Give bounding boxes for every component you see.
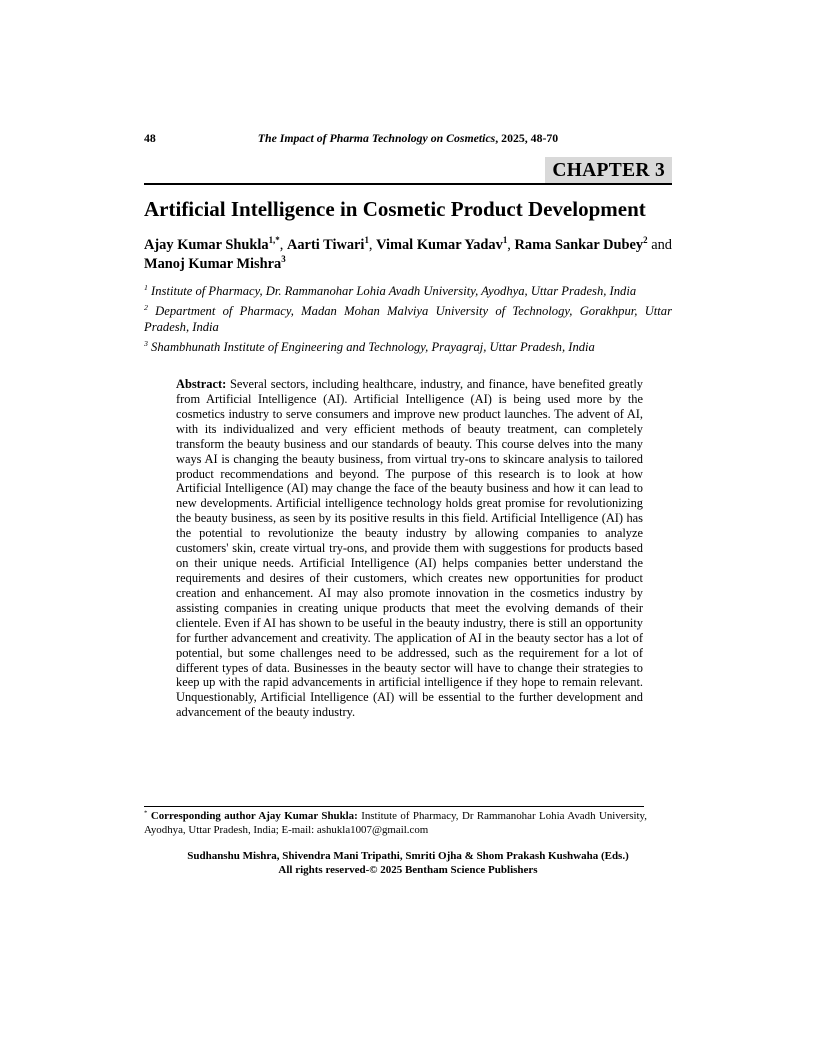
abstract-text: Several sectors, including healthcare, industry, and finance, have benefited greatly from Artificial Intelligence (AI). Artificial Intelligence (AI) is being used more by the cosmetics industry to serve consumers and improve new product launches. The advent of AI, with its individualized and very efficient methods of beauty treatment, can completely transform the beauty business and our standards of beauty. This course delves into the many ways AI is changing the beauty business, from virtual try-ons to skincare analysis to tailored product recommendations and beyond. The purpose of this research is to look at how Artificial Intelligence (AI) may change the face of the beauty business and how it can lead to new developments. Artificial intelligence technology holds great promise for revolutionizing the beauty business, as seen by its positive results in this field. Artificial Intelligence (AI) has the potential to revolutionize the beauty industry by allowing companies to analyze customers' skin, create virtual try-ons, and provide them with suggestions for products based on their unique needs. Artificial Intelligence (AI) helps companies better understand the requirements and desires of their customers, which creates new opportunities for product creation and enhancement. AI may also promote innovation in the cosmetics industry by assisting companies in creating unique products that meet the evolving demands of their clientele. Even if AI has shown to be useful in the beauty industry, there is still an opportunity for further advancement and creativity. The application of AI in the beauty sector has a lot of potential, but some challenges need to be addressed, such as the requirement for a lot of different types of data. Businesses in the beauty sector will have to change their strategies to keep up with the rapid advancements in artificial intelligence if they hope to remain relevant. Unquestionably, Artificial Intelligence (AI) will be essential to the further development and advancement of the beauty industry. bbox=[176, 377, 644, 720]
rights-line: All rights reserved-© 2025 Bentham Science Publishers bbox=[278, 863, 538, 876]
author-list: Ajay Kumar Shukla$^{1,*}$, Aarti Tiwari$^1$, Vimal Kumar Yadav$^1$, Rama Sankar Dubey$^2$ and Manoj Kumar Mishra$^3$ bbox=[144, 235, 672, 272]
publisher-lines bbox=[144, 849, 672, 877]
footnote-bold: Corresponding author Ajay Kumar Shukla: bbox=[150, 810, 358, 822]
author-affiliation-marker: 1 bbox=[364, 235, 369, 246]
affiliation-marker: 1 bbox=[144, 282, 148, 292]
editors-line: Sudhanshu Mishra, Shivendra Mani Tripathi, Smriti Ojha & Shom Prakash Kushwaha (Eds.) bbox=[187, 849, 629, 862]
affiliation: $^1$ Institute of Pharmacy, Dr. Rammanohar Lohia Avadh University, Ayodhya, Uttar Pradesh, India bbox=[144, 282, 637, 298]
chapter-title: Artificial Intelligence in Cosmetic Product Development bbox=[144, 197, 646, 221]
corresponding-author-footnote bbox=[144, 810, 647, 838]
author-affiliation-marker: 3 bbox=[281, 253, 286, 264]
running-title-rest: , 2025, 48-70 bbox=[495, 131, 559, 145]
affiliation-marker: 2 bbox=[144, 302, 148, 312]
author-name: Rama Sankar Dubey$^2$ bbox=[514, 235, 648, 253]
page-footer bbox=[144, 806, 672, 877]
footnote-marker: * bbox=[144, 809, 148, 817]
author-affiliation-marker: 2 bbox=[643, 235, 648, 246]
abstract bbox=[176, 377, 643, 720]
abstract-label: Abstract: bbox=[176, 377, 227, 391]
author-name: Vimal Kumar Yadav$^1$ bbox=[376, 235, 508, 253]
affiliation-marker: 3 bbox=[144, 338, 148, 348]
page-number: 48 bbox=[144, 131, 156, 145]
running-head bbox=[144, 131, 672, 146]
chapter-rule bbox=[144, 157, 672, 185]
affiliation: $^3$ Shambhunath Institute of Engineering and Technology, Prayagraj, Uttar Pradesh, India bbox=[144, 338, 595, 354]
affiliation: $^2$ Department of Pharmacy, Madan Mohan Malviya University of Technology, Gorakhpur, Uttar Pradesh, India bbox=[144, 302, 672, 334]
author-affiliation-marker: 1 bbox=[502, 235, 508, 246]
chapter-badge: CHAPTER 3 bbox=[545, 157, 672, 183]
author-name: Ajay Kumar Shukla$^{1,*}$ bbox=[144, 235, 280, 253]
footnote-text: Institute of Pharmacy, Dr Rammanohar Lohia Avadh University, Ayodhya, Uttar Pradesh, India; E-mail: ashukla1007@gmail.com bbox=[144, 810, 647, 836]
author-name: Manoj Kumar Mishra$^3$ bbox=[144, 253, 286, 272]
author-affiliation-marker: 1,* bbox=[268, 235, 280, 246]
footnote-rule bbox=[144, 806, 644, 807]
running-title bbox=[144, 131, 672, 146]
affiliation-list bbox=[144, 283, 672, 355]
running-title-italic: The Impact of Pharma Technology on Cosmetics bbox=[257, 131, 496, 145]
author-name: Aarti Tiwari$^1$ bbox=[286, 235, 369, 253]
